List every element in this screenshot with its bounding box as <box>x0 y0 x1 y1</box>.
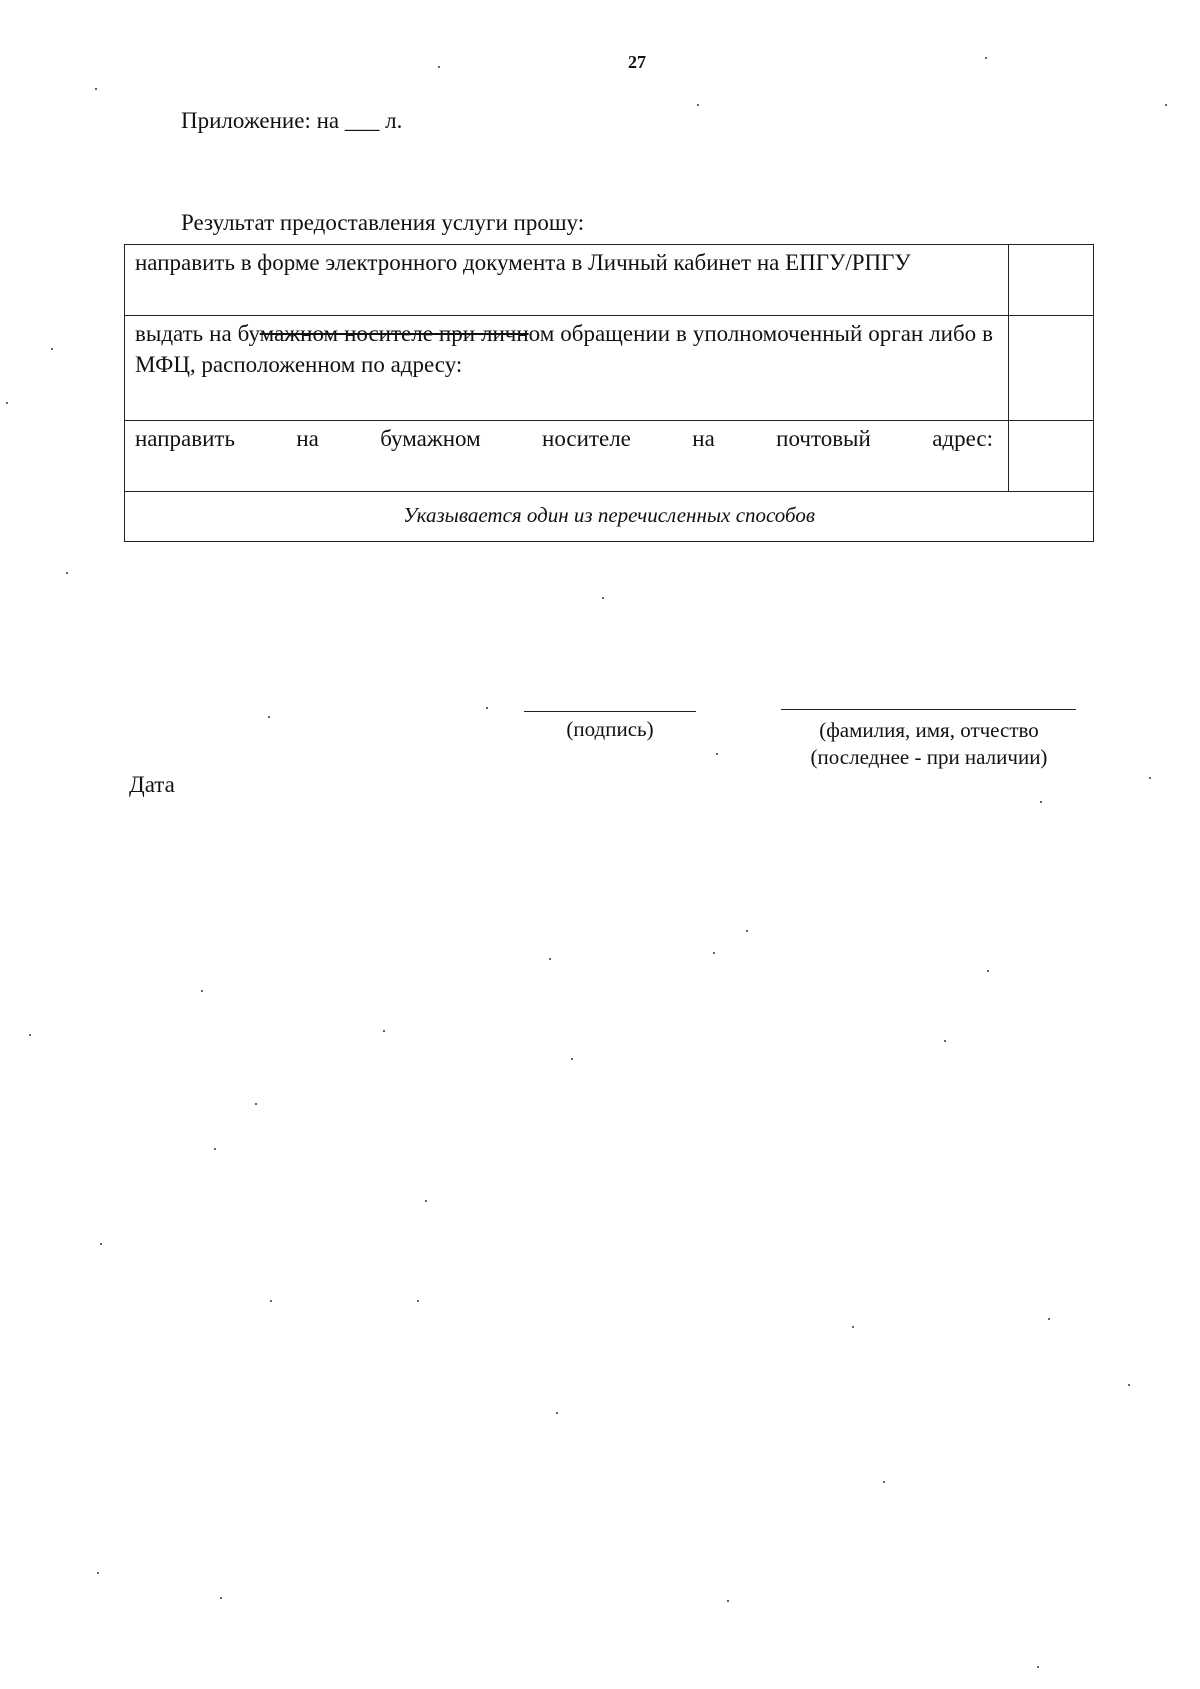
full-name-caption <box>760 717 1098 771</box>
speck <box>727 1600 729 1602</box>
speck <box>66 572 68 574</box>
request-title: Результат предоставления услуги прошу: <box>181 210 585 235</box>
date-label: Дата <box>129 772 175 797</box>
options-note-row <box>125 492 1093 541</box>
signature-caption: (подпись) <box>566 717 654 741</box>
option-row-postal <box>125 421 1093 492</box>
speck <box>944 1040 946 1042</box>
speck <box>29 1034 31 1036</box>
speck <box>214 1148 216 1150</box>
speck <box>1149 777 1151 779</box>
speck <box>95 88 97 90</box>
attachment-line: Приложение: на ___ л. <box>181 108 403 133</box>
speck <box>486 707 488 709</box>
speck <box>883 1481 885 1483</box>
speck <box>268 716 270 718</box>
page-number: 27 <box>628 52 646 72</box>
options-note: Указывается один из перечисленных способов <box>403 503 815 527</box>
option-text-electronic: направить в форме электронного документа в Личный кабинет на ЕПГУ/РПГУ <box>135 250 911 275</box>
speck <box>602 597 604 599</box>
speck <box>1040 801 1042 803</box>
speck <box>549 958 551 960</box>
speck <box>417 1300 419 1302</box>
speck <box>1048 1318 1050 1320</box>
speck <box>987 970 989 972</box>
speck <box>6 402 8 404</box>
option-checkbox-paper-in-person[interactable] <box>1008 316 1093 420</box>
speck <box>425 1200 427 1202</box>
speck <box>556 1412 558 1414</box>
speck <box>100 1243 102 1245</box>
option-row-electronic <box>125 245 1093 316</box>
speck <box>852 1326 854 1328</box>
speck <box>220 1597 222 1599</box>
speck <box>255 1103 257 1105</box>
delivery-options-table <box>124 244 1094 542</box>
full-name-line <box>781 709 1076 710</box>
option-row-paper-in-person <box>125 316 1093 421</box>
struck-text: мажном носителе при личн <box>259 321 529 346</box>
option-checkbox-postal[interactable] <box>1008 421 1093 491</box>
speck <box>713 952 715 954</box>
full-name-caption-line: (последнее - при наличии) <box>810 745 1048 769</box>
speck <box>383 1030 385 1032</box>
speck <box>1128 1384 1130 1386</box>
speck <box>985 57 987 59</box>
option-text-postal: направить на бумажном носителе на почтовый адрес: <box>135 426 993 451</box>
speck <box>201 990 203 992</box>
speck <box>697 104 699 106</box>
speck <box>97 1572 99 1574</box>
option-text-part: ом обращении в уполномоченный орган либо в МФЦ, расположенном по адресу: <box>135 321 994 377</box>
speck <box>746 930 748 932</box>
option-text-paper-in-person <box>135 318 993 380</box>
speck <box>438 66 440 68</box>
speck <box>716 753 718 755</box>
speck <box>1037 1666 1039 1668</box>
speck <box>571 1058 573 1060</box>
signature-line <box>524 711 696 712</box>
speck <box>1165 104 1167 106</box>
option-checkbox-electronic[interactable] <box>1008 245 1093 315</box>
option-text-part: выдать на бу <box>135 321 260 346</box>
speck <box>270 1300 272 1302</box>
full-name-caption-line: (фамилия, имя, отчество <box>819 718 1039 742</box>
speck <box>51 348 53 350</box>
